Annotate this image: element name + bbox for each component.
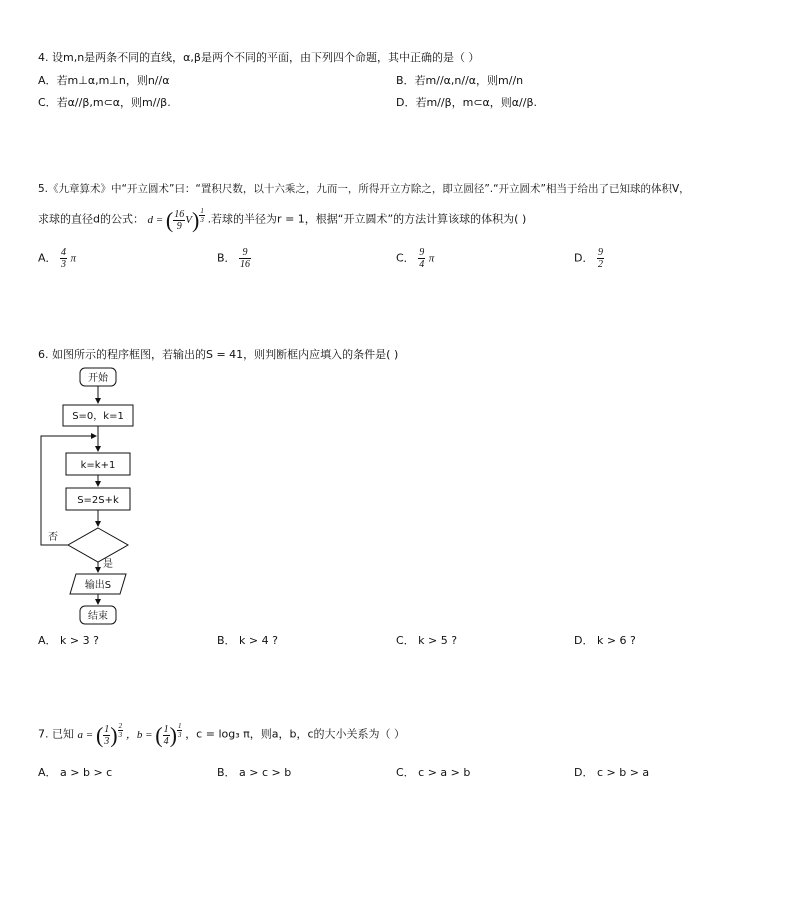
q5-d-den: 2 xyxy=(597,259,603,270)
q5-option-b-label: B． xyxy=(217,251,236,265)
q7-a-exp xyxy=(118,722,124,739)
q5-formula-exp-num: 1 xyxy=(200,207,204,215)
q7-b-exp xyxy=(177,722,183,739)
q5-option-c-frac xyxy=(418,247,425,270)
q5-stem-line1: 5.《九章算术》中“开立圆术”曰：“置积尺数，以十六乘之，九而一，所得开立方除之，即立圆径”.“开立圆术”相当于给出了已知球的体积V， xyxy=(38,183,690,195)
q5-a-num: 4 xyxy=(61,247,67,258)
q7-b-lhs: ，b = xyxy=(125,728,153,741)
q5-d-num: 9 xyxy=(597,247,603,258)
q5-option-a xyxy=(38,247,76,270)
q6-option-c: C． k > 5 ? xyxy=(396,634,458,647)
q7-c-part: ，c = log₃ π，则a，b，c的大小关系为（ ） xyxy=(185,727,406,741)
flow-end-label: 结束 xyxy=(88,611,108,622)
q7-b-frac xyxy=(163,724,170,747)
q7-b-den: 4 xyxy=(163,735,169,747)
q5-formula-exp-den: 3 xyxy=(200,216,204,224)
q5-c-num: 9 xyxy=(419,247,425,258)
q5-stem-post: .若球的半径为r = 1，根据“开立圆术”的方法计算该球的体积为( ) xyxy=(207,212,527,226)
q5-option-d-label: D． xyxy=(574,251,594,265)
q5-a-den: 3 xyxy=(61,259,67,270)
q5-c-tail: π xyxy=(428,252,435,265)
flow-no-label: 否 xyxy=(48,532,58,543)
flow-output-label: 输出S xyxy=(84,580,112,591)
q4-option-a: A．若m⊥α,m⊥n，则n//α xyxy=(38,74,170,87)
q4-stem: 4. 设m,n是两条不同的直线，α,β是两个不同的平面，由下列四个命题，其中正确的是（ ） xyxy=(38,51,480,64)
q7-b-expr: ，b = ( $\frac{1}{4}$ ) $\frac{1}{3}$ xyxy=(125,722,182,747)
q7-a-lhs: a = xyxy=(77,728,94,741)
q6-option-a: A． k > 3 ? xyxy=(38,634,99,647)
q4-option-d: D．若m//β，m⊂α，则α//β. xyxy=(396,96,537,109)
q5-option-a-label: A． xyxy=(38,251,57,265)
q7-a-den: 3 xyxy=(104,735,110,747)
q5-option-b-frac xyxy=(239,247,251,270)
flow-decision xyxy=(68,528,128,562)
q7-a-expr: a = ( $\frac{1}{3}$ ) $\frac{2}{3}$ xyxy=(77,722,123,747)
q5-option-c xyxy=(396,247,434,270)
q5-formula: d = ( $\frac{16}{9}$ V) $\frac{1}{3}$ xyxy=(147,207,204,232)
q4-option-b: B．若m//α,n//α，则m//n xyxy=(396,74,524,87)
q5-option-c-label: C． xyxy=(396,251,415,265)
q7-option-c: C． c > a > b xyxy=(396,766,471,779)
flow-init-label: S=0，k=1 xyxy=(72,411,124,422)
q7-a-exp-num: 2 xyxy=(118,722,123,730)
q7-pre: 7. 已知 xyxy=(38,727,74,741)
q5-b-den: 16 xyxy=(240,259,251,270)
q5-stem-pre: 求球的直径d的公式： xyxy=(38,212,144,226)
q5-stem-line2 xyxy=(38,207,526,233)
q5-formula-var: V xyxy=(185,213,192,226)
q4-option-c: C．若α//β,m⊂α，则m//β. xyxy=(38,96,171,109)
flow-yes-label: 是 xyxy=(103,559,113,570)
q5-formula-num: 16 xyxy=(174,208,185,220)
q5-formula-lhs: d = xyxy=(147,213,164,226)
q7-b-exp-num: 1 xyxy=(177,722,182,730)
q6-option-d: D． k > 6 ? xyxy=(574,634,636,647)
q6-option-b: B． k > 4 ? xyxy=(217,634,278,647)
flow-step1-label: k=k+1 xyxy=(80,460,116,471)
q5-option-d xyxy=(574,247,604,270)
q7-a-exp-den: 3 xyxy=(118,731,123,739)
q7-option-a: A． a > b > c xyxy=(38,766,113,779)
q7-b-exp-den: 3 xyxy=(177,731,182,739)
flow-start-label: 开始 xyxy=(88,373,108,384)
q5-formula-frac xyxy=(173,209,185,232)
q5-a-tail: π xyxy=(70,252,77,265)
q5-b-num: 9 xyxy=(239,247,251,259)
q7-b-num: 1 xyxy=(163,723,169,735)
q7-stem xyxy=(38,722,405,748)
q5-formula-exp xyxy=(199,207,205,224)
q5-option-b xyxy=(217,247,251,270)
flow-step2-label: S=2S+k xyxy=(77,495,119,506)
q5-option-d-frac xyxy=(597,247,604,270)
q5-option-a-frac xyxy=(60,247,67,270)
q6-flowchart xyxy=(36,364,146,632)
q5-formula-den: 9 xyxy=(176,220,182,232)
q7-option-b: B． a > c > b xyxy=(217,766,292,779)
q6-stem: 6. 如图所示的程序框图，若输出的S = 41，则判断框内应填入的条件是( ) xyxy=(38,348,399,361)
q5-c-den: 4 xyxy=(419,259,425,270)
q7-a-num: 1 xyxy=(104,723,110,735)
q7-option-d: D． c > b > a xyxy=(574,766,650,779)
